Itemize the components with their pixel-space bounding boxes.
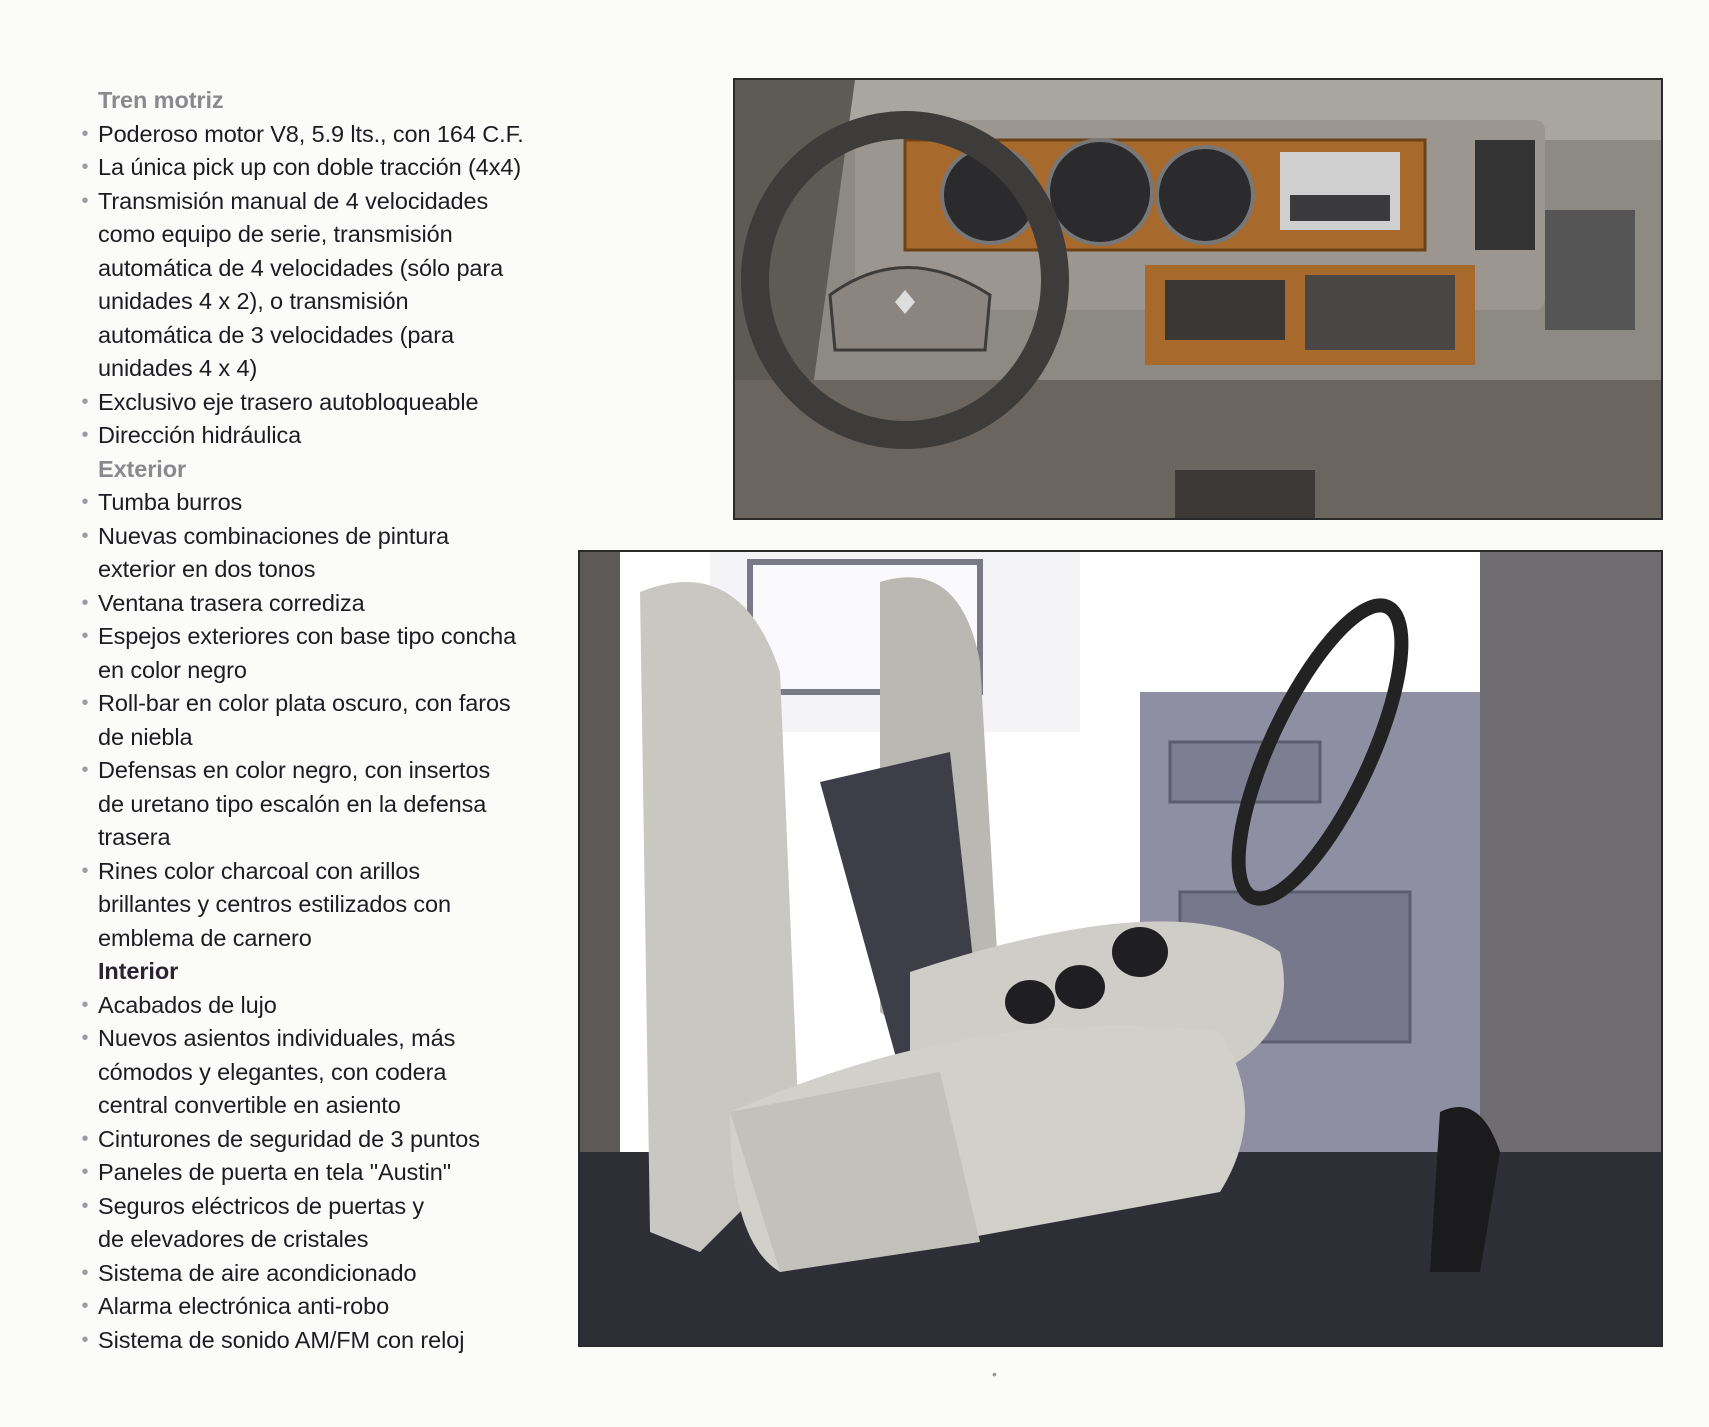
feature-line: trasera <box>98 824 171 850</box>
feature-line: Paneles de puerta en tela "Austin" <box>98 1159 451 1185</box>
bullet-icon: • <box>81 625 89 647</box>
dashboard-photo <box>733 78 1663 520</box>
feature-line: Nuevos asientos individuales, más <box>98 1025 456 1051</box>
feature-item <box>78 1156 548 1190</box>
feature-line: exterior en dos tonos <box>98 556 316 582</box>
section-title: Interior <box>98 958 179 984</box>
bullet-icon: • <box>81 1027 89 1049</box>
bullet-icon: • <box>81 122 89 145</box>
feature-item <box>78 1190 548 1257</box>
feature-bullets <box>78 989 548 1358</box>
feature-item <box>78 486 548 520</box>
bullet-icon: • <box>81 1161 89 1183</box>
bullet-icon: • <box>81 993 89 1016</box>
feature-line: Rines color charcoal con arillos <box>98 857 421 884</box>
feature-item <box>78 620 548 687</box>
feature-line: en color negro <box>98 656 247 683</box>
feature-item <box>78 1123 548 1157</box>
section-title: Tren motriz <box>98 87 224 113</box>
interior-seats-photo <box>578 550 1663 1347</box>
feature-line: Cinturones de seguridad de 3 puntos <box>98 1125 480 1152</box>
feature-line: Sistema de aire acondicionado <box>98 1259 417 1286</box>
feature-line: cómodos y elegantes, con codera <box>98 1058 447 1085</box>
feature-item <box>78 989 548 1023</box>
feature-item <box>78 754 548 855</box>
bullet-icon: • <box>81 424 89 446</box>
feature-line: Nuevas combinaciones de pintura <box>98 522 449 549</box>
feature-line: Transmisión manual de 4 velocidades <box>98 187 489 214</box>
feature-item <box>78 1324 548 1358</box>
feature-item <box>78 386 548 420</box>
section-title: Exterior <box>98 455 187 482</box>
feature-line: Alarma electrónica anti-robo <box>98 1293 390 1319</box>
feature-line: Espejos exteriores con base tipo concha <box>98 623 517 649</box>
feature-line: Poderoso motor V8, 5.9 lts., con 164 C.F. <box>98 120 524 147</box>
feature-line: Sistema de sonido AM/FM con reloj <box>98 1326 465 1353</box>
feature-line: automática de 4 velocidades (sólo para <box>98 254 504 281</box>
feature-item <box>78 118 548 152</box>
feature-item <box>78 185 548 386</box>
feature-item <box>78 1290 548 1324</box>
feature-line: brillantes y centros estilizados con <box>98 891 451 917</box>
feature-line: unidades 4 x 4) <box>98 355 258 381</box>
feature-item <box>78 687 548 754</box>
feature-bullets <box>78 118 548 453</box>
feature-item <box>78 151 548 185</box>
bullet-icon: • <box>81 390 89 413</box>
bullet-icon: • <box>81 1328 89 1351</box>
feature-bullets <box>78 486 548 955</box>
bullet-icon: • <box>81 491 89 513</box>
feature-line: Defensas en color negro, con insertos <box>98 757 491 783</box>
feature-line: automática de 3 velocidades (para <box>98 321 454 348</box>
feature-line: Ventana trasera corrediza <box>98 589 365 616</box>
feature-line: La única pick up con doble tracción (4x4) <box>98 154 522 180</box>
feature-line: de uretano tipo escalón en la defensa <box>98 790 487 817</box>
feature-line: de elevadores de cristales <box>98 1226 369 1252</box>
bullet-icon: • <box>81 759 89 781</box>
feature-line: Acabados de lujo <box>98 991 277 1018</box>
feature-item <box>78 520 548 587</box>
feature-line: como equipo de serie, transmisión <box>98 221 453 247</box>
bullet-icon: • <box>81 859 89 882</box>
bullet-icon: • <box>81 1295 89 1317</box>
feature-list <box>78 84 548 1357</box>
feature-item <box>78 419 548 453</box>
feature-line: unidades 4 x 2), o transmisión <box>98 288 409 314</box>
bullet-icon: • <box>81 189 89 212</box>
feature-item <box>78 587 548 621</box>
print-speck: • <box>992 1366 997 1382</box>
bullet-icon: • <box>81 524 89 547</box>
bullet-icon: • <box>81 1261 89 1284</box>
feature-line: Exclusivo eje trasero autobloqueable <box>98 388 479 415</box>
bullet-icon: • <box>81 1127 89 1150</box>
feature-line: emblema de carnero <box>98 924 312 951</box>
bullet-icon: • <box>81 1194 89 1217</box>
feature-line: Tumba burros <box>98 489 243 515</box>
feature-item <box>78 855 548 956</box>
bullet-icon: • <box>81 591 89 614</box>
feature-line: Roll-bar en color plata oscuro, con faros <box>98 690 511 716</box>
bullet-icon: • <box>81 692 89 714</box>
feature-item <box>78 1022 548 1123</box>
feature-line: Seguros eléctricos de puertas y <box>98 1192 425 1219</box>
bullet-icon: • <box>81 156 89 178</box>
feature-line: Dirección hidráulica <box>98 422 302 448</box>
feature-line: de niebla <box>98 723 193 750</box>
feature-item <box>78 1257 548 1291</box>
feature-line: central convertible en asiento <box>98 1092 401 1118</box>
